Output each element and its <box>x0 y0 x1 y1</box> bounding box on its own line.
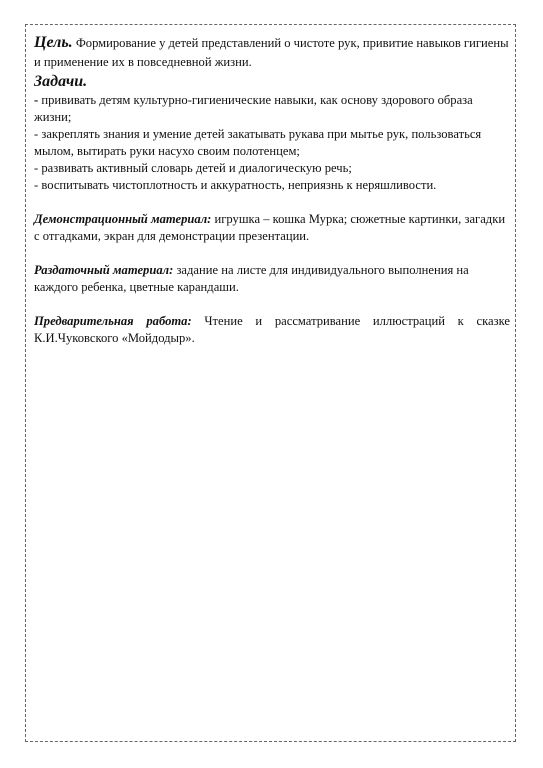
goal-text: Формирование у детей представлений о чистоте рук, привитие навыков гигиены и применение их в повседневной жизни. <box>34 36 509 69</box>
task-text: воспитывать чистоплотность и аккуратность, неприязнь к неряшливости. <box>38 178 437 192</box>
preliminary-work-paragraph <box>34 313 510 347</box>
task-item <box>34 160 510 177</box>
goal-paragraph <box>34 33 510 72</box>
task-text: закреплять знания и умение детей закатывать рукава при мытье рук, пользоваться мылом, вытирать руки насухо своим полотенцем; <box>34 127 482 158</box>
task-item <box>34 92 510 126</box>
task-dash: - <box>34 161 39 175</box>
handout-material-label: Раздаточный материал: <box>34 263 174 277</box>
preliminary-work-label: Предварительная работа: <box>34 314 192 328</box>
task-dash: - <box>34 178 39 192</box>
preliminary-work-text: Чтение и рассматривание иллюстраций к сказке К.И.Чуковского «Мойдодыр». <box>34 314 510 345</box>
lesson-plan-content <box>34 33 510 347</box>
task-dash: - <box>34 93 39 107</box>
task-dash: - <box>34 127 39 141</box>
task-text: прививать детям культурно-гигиенические навыки, как основу здорового образа жизни; <box>34 93 473 124</box>
task-item <box>34 177 510 194</box>
demo-material-text: игрушка – кошка Мурка; сюжетные картинки, загадки с отгадками, экран для демонстрации презентации. <box>34 212 506 243</box>
task-item <box>34 126 510 160</box>
demo-material-paragraph <box>34 211 510 245</box>
handout-material-paragraph <box>34 262 510 296</box>
handout-material-text: задание на листе для индивидуального выполнения на каждого ребенка, цветные карандаши. <box>34 263 469 294</box>
tasks-heading: Задачи. <box>34 73 88 90</box>
demo-material-label: Демонстрационный материал: <box>34 212 212 226</box>
goal-label: Цель. <box>34 34 73 51</box>
task-text: развивать активный словарь детей и диалогическую речь; <box>38 161 352 175</box>
